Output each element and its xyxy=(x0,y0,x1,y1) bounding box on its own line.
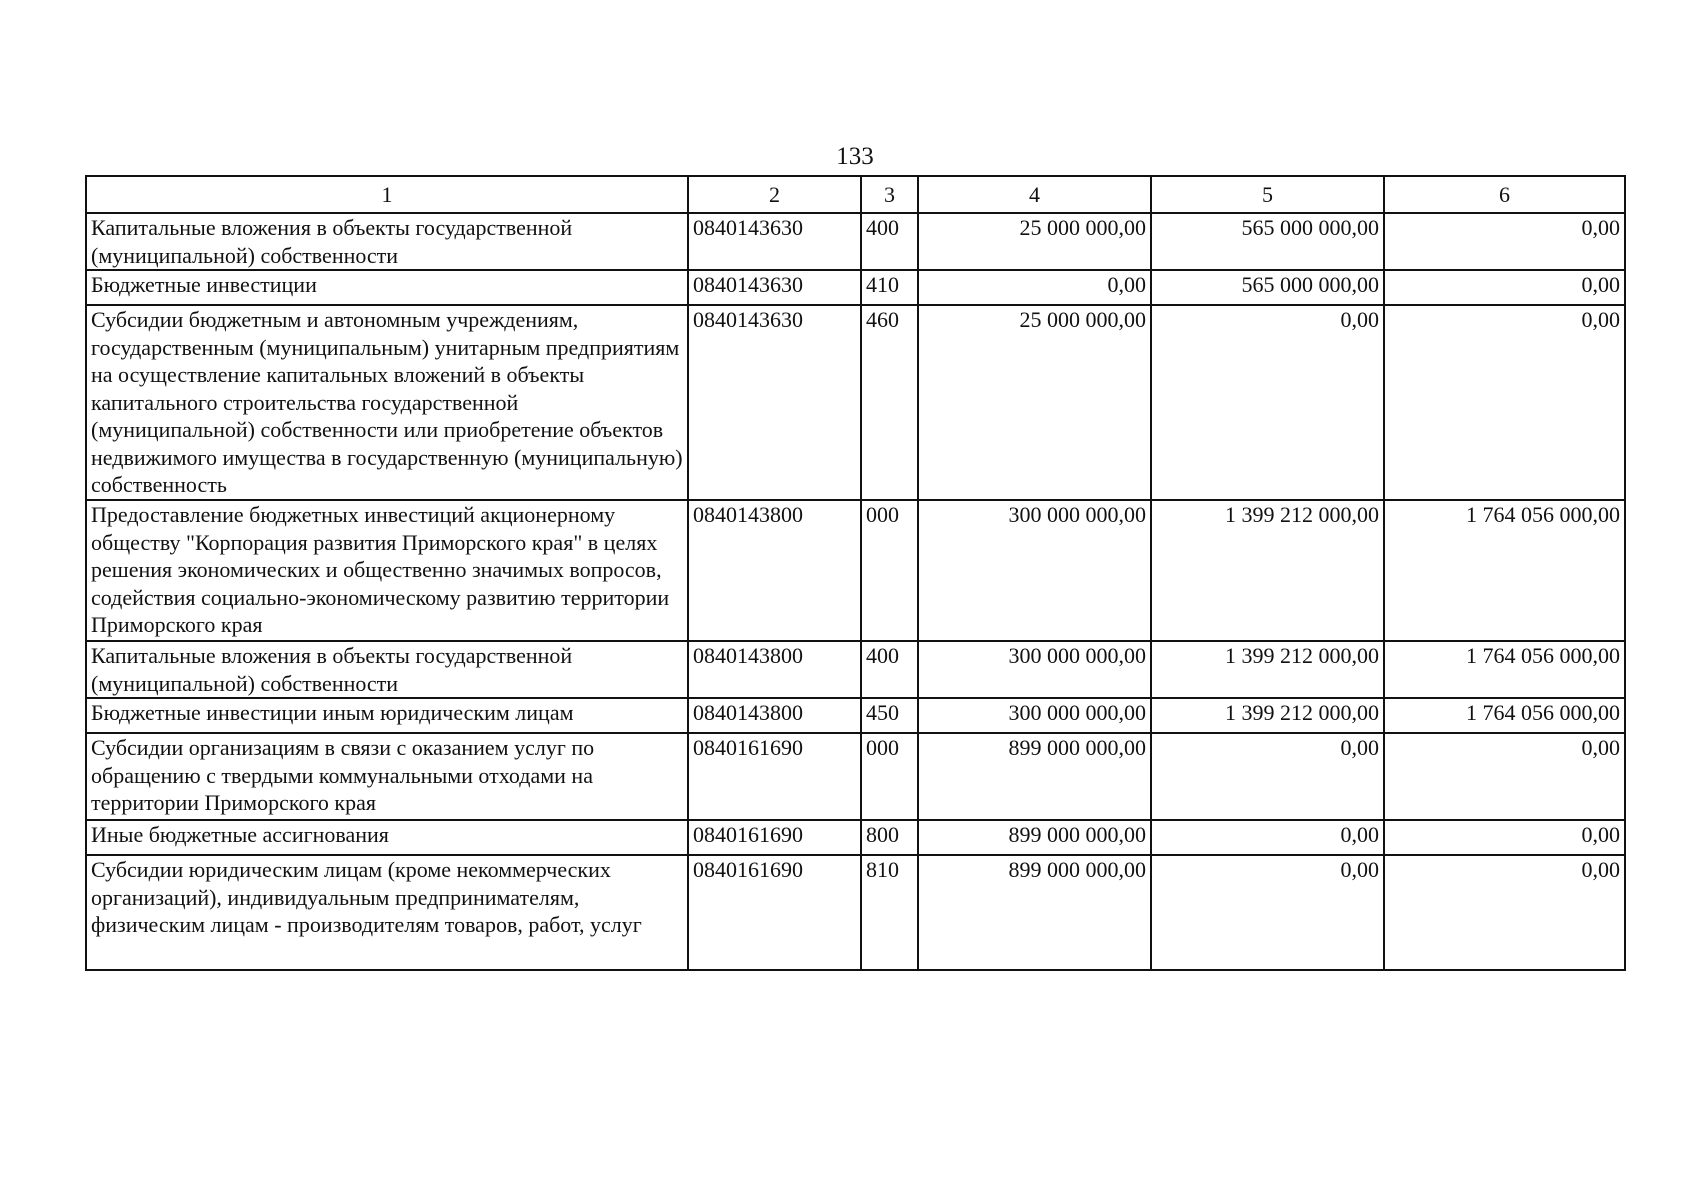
row-code: 0840143800 xyxy=(688,698,861,733)
row-type: 400 xyxy=(861,641,918,698)
row-amount-col6: 0,00 xyxy=(1384,820,1625,855)
column-header-5: 5 xyxy=(1151,176,1384,213)
row-type: 400 xyxy=(861,213,918,270)
table-header-row xyxy=(86,176,1625,213)
table-row xyxy=(86,641,1625,698)
row-amount-col4: 0,00 xyxy=(918,270,1151,305)
row-name: Бюджетные инвестиции xyxy=(86,270,688,305)
row-name: Бюджетные инвестиции иным юридическим лицам xyxy=(86,698,688,733)
row-name: Субсидии юридическим лицам (кроме некоммерческих организаций), индивидуальным предпринимателям, физическим лицам - производителям товаров, работ, услуг xyxy=(86,855,688,970)
row-type: 810 xyxy=(861,855,918,970)
row-amount-col5: 0,00 xyxy=(1151,855,1384,970)
row-amount-col6: 1 764 056 000,00 xyxy=(1384,698,1625,733)
row-amount-col6: 1 764 056 000,00 xyxy=(1384,500,1625,641)
table-row xyxy=(86,213,1625,270)
budget-table xyxy=(85,175,1626,971)
table-row xyxy=(86,270,1625,305)
row-amount-col6: 0,00 xyxy=(1384,855,1625,970)
row-code: 0840143800 xyxy=(688,500,861,641)
row-type: 800 xyxy=(861,820,918,855)
row-amount-col4: 25 000 000,00 xyxy=(918,213,1151,270)
column-header-1: 1 xyxy=(86,176,688,213)
row-code: 0840143800 xyxy=(688,641,861,698)
row-amount-col6: 1 764 056 000,00 xyxy=(1384,641,1625,698)
row-amount-col4: 25 000 000,00 xyxy=(918,305,1151,500)
table-row xyxy=(86,698,1625,733)
table-row xyxy=(86,305,1625,500)
row-amount-col4: 899 000 000,00 xyxy=(918,855,1151,970)
row-amount-col6: 0,00 xyxy=(1384,213,1625,270)
row-name: Субсидии организациям в связи с оказанием услуг по обращению с твердыми коммунальными отходами на территории Приморского края xyxy=(86,733,688,820)
column-header-2: 2 xyxy=(688,176,861,213)
row-amount-col4: 899 000 000,00 xyxy=(918,733,1151,820)
row-type: 000 xyxy=(861,500,918,641)
row-amount-col5: 1 399 212 000,00 xyxy=(1151,500,1384,641)
row-amount-col6: 0,00 xyxy=(1384,305,1625,500)
row-name: Предоставление бюджетных инвестиций акционерному обществу "Корпорация развития Приморского края" в целях решения экономических и общественно значимых вопросов, содействия социально-экономическому развитию территории Приморского края xyxy=(86,500,688,641)
row-code: 0840161690 xyxy=(688,855,861,970)
row-name: Капитальные вложения в объекты государственной (муниципальной) собственности xyxy=(86,213,688,270)
row-amount-col6: 0,00 xyxy=(1384,270,1625,305)
table-row xyxy=(86,733,1625,820)
row-code: 0840143630 xyxy=(688,270,861,305)
table-row xyxy=(86,820,1625,855)
row-amount-col4: 899 000 000,00 xyxy=(918,820,1151,855)
row-type: 460 xyxy=(861,305,918,500)
row-amount-col6: 0,00 xyxy=(1384,733,1625,820)
row-type: 000 xyxy=(861,733,918,820)
row-name: Капитальные вложения в объекты государственной (муниципальной) собственности xyxy=(86,641,688,698)
row-amount-col5: 0,00 xyxy=(1151,733,1384,820)
column-header-4: 4 xyxy=(918,176,1151,213)
row-code: 0840161690 xyxy=(688,733,861,820)
row-name: Иные бюджетные ассигнования xyxy=(86,820,688,855)
row-code: 0840143630 xyxy=(688,213,861,270)
row-amount-col5: 565 000 000,00 xyxy=(1151,270,1384,305)
row-code: 0840143630 xyxy=(688,305,861,500)
table-row xyxy=(86,500,1625,641)
row-amount-col4: 300 000 000,00 xyxy=(918,698,1151,733)
row-amount-col4: 300 000 000,00 xyxy=(918,500,1151,641)
table-row xyxy=(86,855,1625,970)
row-type: 450 xyxy=(861,698,918,733)
row-type: 410 xyxy=(861,270,918,305)
row-amount-col4: 300 000 000,00 xyxy=(918,641,1151,698)
column-header-6: 6 xyxy=(1384,176,1625,213)
row-amount-col5: 1 399 212 000,00 xyxy=(1151,698,1384,733)
page-number: 133 xyxy=(836,143,874,170)
row-amount-col5: 1 399 212 000,00 xyxy=(1151,641,1384,698)
row-code: 0840161690 xyxy=(688,820,861,855)
row-amount-col5: 0,00 xyxy=(1151,820,1384,855)
row-amount-col5: 0,00 xyxy=(1151,305,1384,500)
column-header-3: 3 xyxy=(861,176,918,213)
row-amount-col5: 565 000 000,00 xyxy=(1151,213,1384,270)
row-name: Субсидии бюджетным и автономным учреждениям, государственным (муниципальным) унитарным предприятиям на осуществление капитальных вложений в объекты капитального строительства государственной (муниципальной) собственности или приобретение объектов недвижимого имущества в государственную (муниципальную) собственность xyxy=(86,305,688,500)
